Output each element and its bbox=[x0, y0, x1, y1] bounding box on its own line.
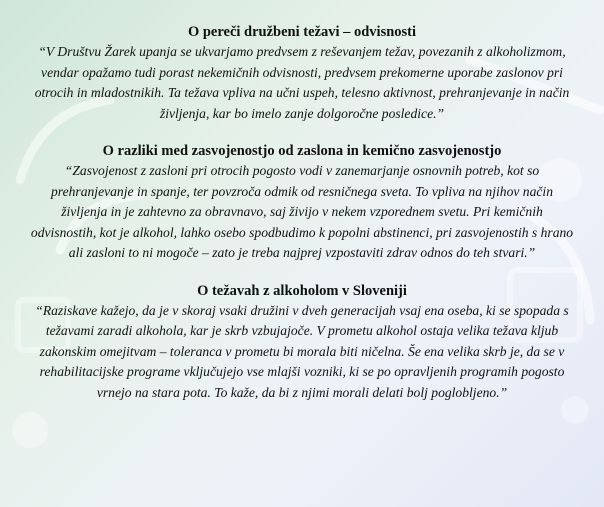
section-heading: O pereči družbeni težavi – odvisnosti bbox=[187, 24, 417, 40]
section-addiction bbox=[0, 22, 604, 124]
section-screen-vs-chemical bbox=[0, 141, 604, 264]
section-alcohol-slovenia bbox=[0, 281, 604, 404]
section-heading: O težavah z alkoholom v Sloveniji bbox=[197, 282, 407, 299]
section-heading: O razliki med zasvojenostjo od zaslona in kemično zasvojenostjo bbox=[102, 143, 502, 159]
section-quote: “Raziskave kažejo, da je v skoraj vsaki družini v dveh generacijah vsaj ena oseba, ki se spopada s težavami zaradi alkohola, kar je skrb vzbujajoče. V prometu alkohol ostaja velika težava kljub zakonskim omejitvam – toleranca v prometu bi morala biti ničelna. Še ena velika skrb je, da se v rehabilitacijske programe vključujejo vse mlajši vozniki, ki se po opravljenih programih pogosto vrnejo na stara pota. To kaže, da bi z njimi morali delati bolj poglobljeno.” bbox=[35, 302, 569, 400]
section-quote: “Zasvojenost z zasloni pri otrocih pogosto vodi v zanemarjanje osnovnih potreb, kot so prehranjevanje in spanje, ter povzroča odmik od resničnega sveta. To vpliva na njihov način življenja in je zahtevno za obravnavo, saj živijo v nekem vzporednem svetu. Pri kemičnih odvisnostih, kot je alkohol, lahko osebo spodbudimo k popolni abstinenci, pri zasvojenostih s hrano ali zasloni to ni mogoče – zato je treba najprej vzpostaviti zdrav odnos do teh stvari.” bbox=[30, 163, 574, 260]
section-quote: “V Društvu Žarek upanja se ukvarjamo predvsem z reševanjem težav, povezanih z alkoholizmom, vendar opažamo tudi porast nekemičnih odvisnosti, predvsem prekomerne uporabe zaslonov pri otrocih in mladostnikih. Ta težava vpliva na učni uspeh, telesno aktivnost, prehranjevanje in način življenja, kar bo imelo zanje dolgoročne posledice.” bbox=[34, 44, 570, 121]
